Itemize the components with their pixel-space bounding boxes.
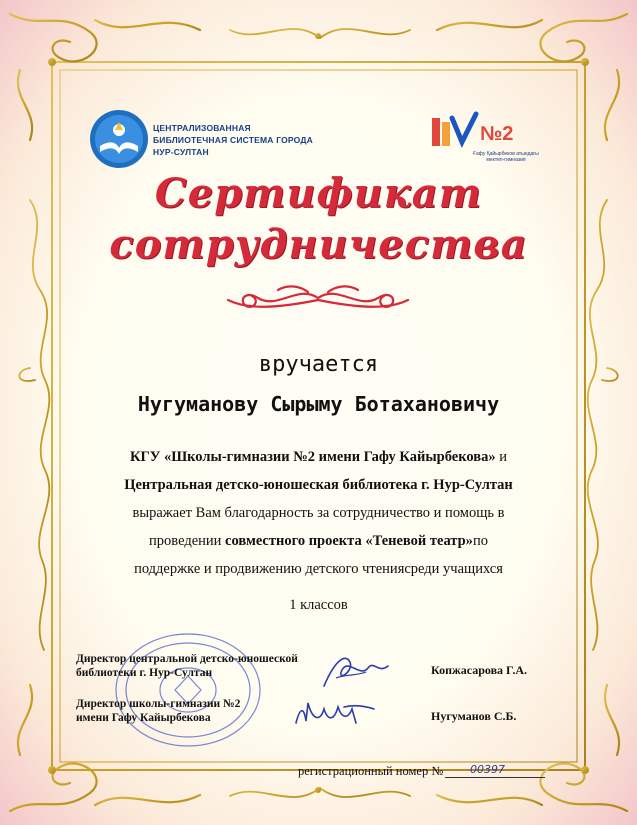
library-system-name: ЦЕНТРАЛИЗОВАННАЯ БИБЛИОТЕЧНАЯ СИСТЕМА ГОРОДА НУР-СУЛТАН xyxy=(153,123,313,157)
certificate-body xyxy=(60,443,577,583)
certificate-title-line1: Сертификат xyxy=(154,170,483,217)
signatory-role-library: Директор центральной детско-юношеской библиотеки г. Нур-Султан xyxy=(76,653,298,679)
and-word: и xyxy=(495,449,508,465)
school-name: КГУ «Школы-гимназии №2 имени Гафу Кайырбекова» xyxy=(129,449,496,465)
conduct-text: проведении xyxy=(149,533,226,549)
registration-label: регистрационный номер № xyxy=(298,764,444,778)
signatory-name-school: Нугуманов С.Б. xyxy=(431,709,517,723)
school-gymnasium-logo xyxy=(430,110,530,154)
decorative-swirl xyxy=(218,280,418,316)
signatory-role-school: Директор школы-гимназии №2 имени Гафу Кайырбекова xyxy=(76,698,241,724)
school-logo-caption: Ғафу Қайырбеков атындағы мектеп-гимназия xyxy=(473,151,539,163)
registration-number: 00397 xyxy=(470,763,505,776)
body-line-1 xyxy=(60,443,577,471)
signature-library-director xyxy=(316,648,396,693)
awarded-label: вручается xyxy=(258,352,379,377)
signatory-name-library: Копжасарова Г.А. xyxy=(431,663,527,677)
recipient-name: Нугуманову Сырыму Ботахановичу xyxy=(137,392,500,416)
certificate-title-line2: сотрудничества xyxy=(109,221,528,268)
registration-underline xyxy=(445,777,545,778)
body-line-5: поддержке и продвижению детского чтениясреди учащихся xyxy=(134,561,503,577)
library-name: Центральная детско-юношеская библиотека г. Нур-Султан xyxy=(124,477,513,493)
body-line-2 xyxy=(60,471,577,499)
body-line-4 xyxy=(60,527,577,555)
po-text: по xyxy=(472,533,488,549)
signature-school-director xyxy=(290,697,380,729)
official-seal-stamp xyxy=(113,630,263,750)
project-name: совместного проекта «Теневой театр» xyxy=(225,533,473,549)
classes-text: 1 классов xyxy=(289,597,348,613)
library-system-logo xyxy=(88,108,150,170)
body-line-3: выражает Вам благодарность за сотрудничество и помощь в xyxy=(132,505,505,521)
school-badge-number: №2 xyxy=(480,123,514,145)
